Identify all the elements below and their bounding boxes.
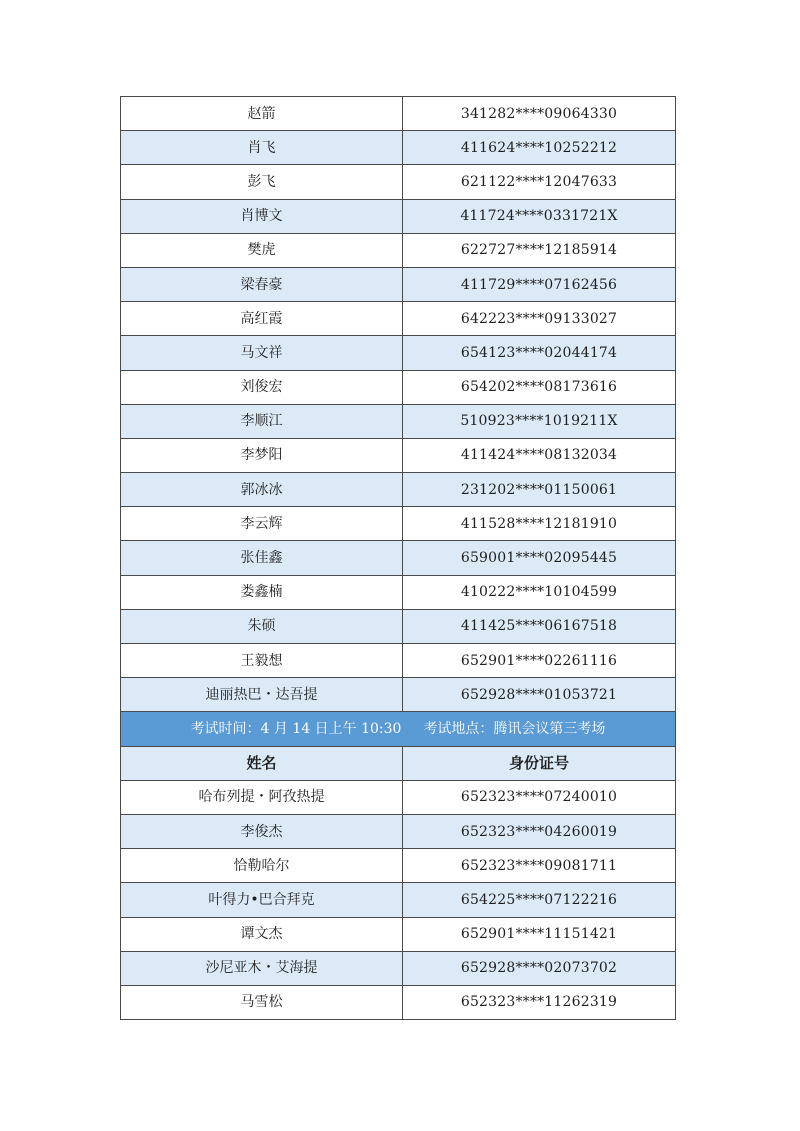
cell-id-number: 411528****12181910 [403,507,676,541]
cell-id-number: 410222****10104599 [403,575,676,609]
cell-name: 刘俊宏 [121,370,403,404]
table-row [121,644,676,678]
table-row [121,404,676,438]
cell-id-number: 231202****01150061 [403,473,676,507]
cell-id-number: 652323****11262319 [403,985,676,1019]
cell-name: 李云辉 [121,507,403,541]
cell-name: 肖飞 [121,131,403,165]
cell-name: 叶得力•巴合拜克 [121,883,403,917]
cell-id-number: 642223****09133027 [403,302,676,336]
cell-name: 高红霞 [121,302,403,336]
exam-time: 考试时间：4 月 14 日上午 10:30 [190,720,402,737]
roster-after-session [121,780,676,1019]
table-row [121,302,676,336]
header-id-number: 身份证号 [403,746,676,780]
table-row [121,370,676,404]
table-header-row [121,746,676,780]
cell-name: 哈布列提・阿孜热提 [121,780,403,814]
table-row [121,199,676,233]
cell-name: 恰勒哈尔 [121,849,403,883]
cell-id-number: 622727****12185914 [403,233,676,267]
cell-id-number: 621122****12047633 [403,165,676,199]
table-row [121,541,676,575]
roster-before-session [121,97,676,712]
cell-name: 彭飞 [121,165,403,199]
cell-name: 郭冰冰 [121,473,403,507]
table-row [121,985,676,1019]
cell-name: 李梦阳 [121,438,403,472]
cell-name: 李顺江 [121,404,403,438]
cell-name: 沙尼亚木・艾海提 [121,951,403,985]
roster-table [120,96,676,1020]
cell-name: 马雪松 [121,985,403,1019]
cell-id-number: 652323****07240010 [403,780,676,814]
cell-id-number: 652928****02073702 [403,951,676,985]
table-row [121,438,676,472]
table-row [121,165,676,199]
cell-name: 张佳鑫 [121,541,403,575]
table-row [121,233,676,267]
cell-id-number: 341282****09064330 [403,97,676,131]
cell-id-number: 411624****10252212 [403,131,676,165]
cell-name: 赵箭 [121,97,403,131]
table-row [121,131,676,165]
cell-id-number: 652901****02261116 [403,644,676,678]
cell-id-number: 411724****0331721X [403,199,676,233]
table-row [121,678,676,712]
cell-id-number: 652323****04260019 [403,814,676,848]
table-row [121,336,676,370]
cell-name: 娄鑫楠 [121,575,403,609]
cell-name: 肖博文 [121,199,403,233]
cell-id-number: 654225****07122216 [403,883,676,917]
cell-id-number: 411424****08132034 [403,438,676,472]
table-row [121,883,676,917]
cell-name: 马文祥 [121,336,403,370]
table-row [121,97,676,131]
cell-id-number: 654123****02044174 [403,336,676,370]
table-row [121,473,676,507]
header-name: 姓名 [121,746,403,780]
table-row [121,849,676,883]
cell-name: 朱硕 [121,609,403,643]
cell-name: 李俊杰 [121,814,403,848]
exam-place: 考试地点：腾讯会议第三考场 [423,720,606,737]
cell-name: 樊虎 [121,233,403,267]
session-block [121,712,676,780]
cell-id-number: 652323****09081711 [403,849,676,883]
table-row [121,609,676,643]
session-info-cell [121,712,676,746]
cell-id-number: 411729****07162456 [403,267,676,301]
cell-id-number: 654202****08173616 [403,370,676,404]
cell-id-number: 652928****01053721 [403,678,676,712]
table-row [121,575,676,609]
table-row [121,267,676,301]
cell-name: 谭文杰 [121,917,403,951]
cell-id-number: 510923****1019211X [403,404,676,438]
cell-id-number: 659001****02095445 [403,541,676,575]
table-row [121,951,676,985]
table-row [121,917,676,951]
table-row [121,507,676,541]
cell-name: 王毅想 [121,644,403,678]
cell-name: 迪丽热巴・达吾提 [121,678,403,712]
table-row [121,814,676,848]
cell-id-number: 652901****11151421 [403,917,676,951]
session-info-row [121,712,676,746]
cell-id-number: 411425****06167518 [403,609,676,643]
table-row [121,780,676,814]
cell-name: 梁春豪 [121,267,403,301]
